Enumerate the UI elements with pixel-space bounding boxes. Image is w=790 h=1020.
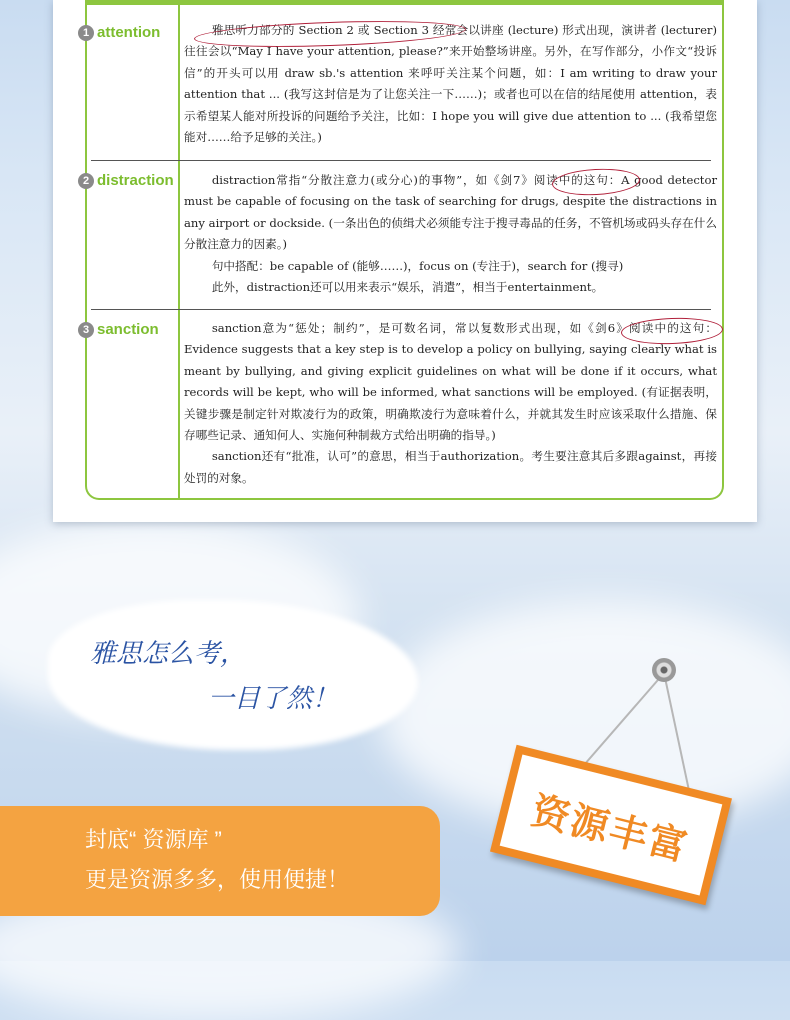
pin-icon [652,658,676,682]
slogan-line-1: 雅思怎么考， [90,639,247,669]
entry-paragraph: 此外，distraction还可以用来表示“娱乐，消遣”，相当于entertainment。 [211,280,604,295]
banner-line-2: 更是资源多多，使用便捷！ [85,867,350,892]
entry-number-badge: 1 [78,25,94,41]
term-text: attention [97,24,161,41]
entry-number-badge: 2 [78,173,94,189]
term-label-distraction [78,172,174,189]
term-text: distraction [97,172,174,189]
column-divider [178,0,180,500]
term-text: sanction [97,321,159,338]
entry-paragraph: 雅思听力部分的 Section 2 或 Section 3 经常会以讲座 (lecture) 形式出现，演讲者 (lecturer) 往往会以“May I have your attention, please?”来开始整场讲座。另外，在写作部分，小作文“投诉信”的开头可以用 draw sb.'s attention 来呼吁关注某个问题，如：I am writing to draw your attention that ... (我写这封信是为了让您关注一下……)；或者也可以在信的结尾使用 attention，表示希望某人能对所投诉的问题给予关注，比如：I hope you will give due attention to ... (我希望您能对……给予足够的关注。) [184,23,717,145]
entry-sanction [184,318,717,489]
entry-paragraph: sanction还有“批准，认可”的意思，相当于authorization。考生要注意其后多跟against，再接处罚的对象。 [184,449,717,485]
entry-paragraph: 句中搭配：be capable of (能够……)，focus on (专注于)，search for (搜寻) [211,258,624,273]
sign-text: 资源丰富 [527,787,694,870]
entry-divider [91,160,711,161]
slogan-line-2: 一目了然！ [208,684,339,714]
entry-number-badge: 3 [78,322,94,338]
entry-paragraph: sanction意为“惩处；制约”，是可数名词，常以复数形式出现，如《剑6》阅读中的这句：Evidence suggests that a key step is to develop a policy on bullying, saying clearly what is meant by bullying, and giving explicit guidelines on what will be done if it occurs, what records will be kept, who will be informed, what sanctions will be employed. (有证据表明，关键步骤是制定针对欺凌行为的政策，明确欺凌行为意味着什么，并就其发生时应该采取什么措施、保存哪些记录、通知何人、实施何种制裁方式给出明确的指导。) [184,321,717,443]
slogan-cloud [48,600,418,750]
term-label-sanction [78,321,159,338]
term-label-attention [78,24,160,41]
entry-paragraph: distraction常指“分散注意力(或分心)的事物”，如《剑7》阅读中的这句：A good detector must be capable of focusing on the task of searching for drugs, despite the distractions in any airport or dockside. (一条出色的侦缉犬必须能专注于搜寻毒品的任务，不管机场或码头存在什么分散注意力的因素。) [184,173,717,252]
banner-line-1: 封底“ 资源库 ” [85,827,222,852]
entry-distraction [184,170,717,298]
entry-divider [91,309,711,310]
